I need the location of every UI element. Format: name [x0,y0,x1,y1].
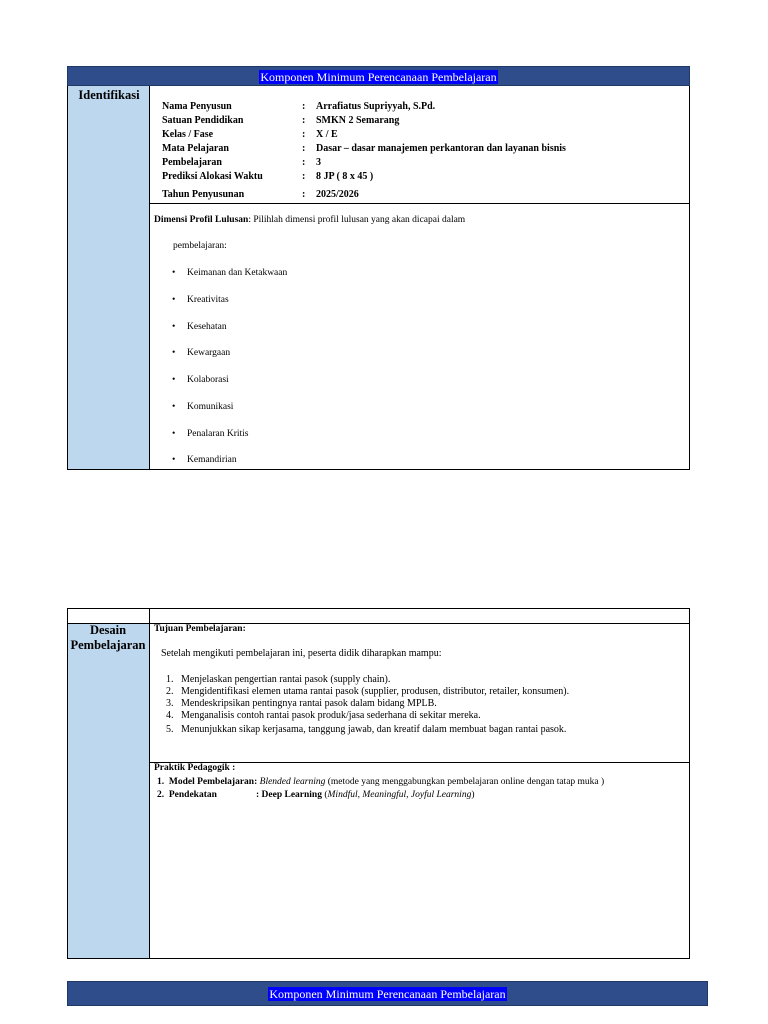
model-pembelajaran: 1. Model Pembelajaran: Blended learning (metode yang menggabungkan pembelajaran online dengan tatap muka ) [157,777,605,787]
praktik-title: Praktik Pedagogik : [154,763,236,773]
desain-top-row [68,609,150,623]
mata-pelajaran-label: Mata Pelajaran [162,143,229,154]
nama-penyusun-colon: : [302,101,306,112]
desain-side-column [68,623,150,958]
tahun-penyusunan-value: 2025/2026 [316,189,359,200]
footer-title: Komponen Minimum Perencanaan Pembelajaran [269,987,506,1001]
kelas-fase-value: X / E [316,129,338,140]
tujuan-title: Tujuan Pembelajaran: [154,624,246,634]
kelas-fase-colon: : [302,129,306,140]
bullet-icon: • [172,348,176,358]
satuan-pendidikan-label: Satuan Pendidikan [162,115,244,126]
dimensi-intro-continued: pembelajaran: [173,241,227,251]
model-label: Model Pembelajaran: [168,777,258,787]
identifikasi-side-column [68,86,150,469]
tujuan-item: 4. Menganalisis contoh rantai pasok produk/jasa sederhana di sekitar mereka. [166,710,481,721]
satuan-pendidikan-colon: : [302,115,306,126]
mata-pelajaran-colon: : [302,143,306,154]
tujuan-item: 2. Mengidentifikasi elemen utama rantai pasok (supplier, produsen, distributor, retailer, konsumen). [166,686,570,697]
bullet-icon: • [172,268,176,278]
pembelajaran-value: 3 [316,157,321,168]
tujuan-item: 1. Menjelaskan pengertian rantai pasok (supply chain). [166,674,391,685]
pendekatan-value: : Deep Learning (Mindful, Meaningful, Joyful Learning) [256,790,475,800]
satuan-pendidikan-value: SMKN 2 Semarang [316,115,400,126]
pendekatan-label: Pendekatan [168,790,217,800]
nama-penyusun-value: Arrafiatus Supriyyah, S.Pd. [316,101,436,112]
bullet-icon: • [172,295,176,305]
tahun-penyusunan-label: Tahun Penyusunan [162,189,245,200]
tujuan-item: 3. Mendeskripsikan pentingnya rantai pasok dalam bidang MPLB. [166,698,437,709]
bullet-icon: • [172,429,176,439]
dimensi-title: Dimensi Profil Lulusan [154,215,249,225]
tahun-penyusunan-colon: : [302,189,306,200]
model-value: (metode yang menggabungkan pembelajaran online dengan tatap muka ) [327,777,605,787]
header-banner [67,66,690,86]
footer-banner [67,981,708,1006]
alokasi-waktu-label: Prediksi Alokasi Waktu [162,171,263,182]
alokasi-waktu-value: 8 JP ( 8 x 45 ) [316,171,374,182]
bullet-icon: • [172,375,176,385]
alokasi-waktu-colon: : [302,171,306,182]
identifikasi-label: Identifikasi [78,88,140,102]
desain-label-line1: Desain [89,623,127,637]
bullet-icon: • [172,455,176,465]
mata-pelajaran-value: Dasar – dasar manajemen perkantoran dan layanan bisnis [316,143,566,154]
tujuan-item: 5. Menunjukkan sikap kerjasama, tanggung jawab, dan kreatif dalam membuat bagan rantai pasok. [166,724,567,735]
dimensi-intro-text: : Pilihlah dimensi profil lulusan yang akan dicapai dalam [248,215,466,225]
tujuan-intro: Setelah mengikuti pembelajaran ini, peserta didik diharapkan mampu: [161,648,442,659]
kelas-fase-label: Kelas / Fase [162,129,214,140]
dimensi-intro [154,215,465,225]
bullet-icon: • [172,322,176,332]
nama-penyusun-label: Nama Penyusun [162,101,232,112]
desain-label-line2: Pembelajaran [70,638,146,652]
header-title: Komponen Minimum Perencanaan Pembelajaran [260,70,497,84]
pembelajaran-label: Pembelajaran [162,157,222,168]
pembelajaran-colon: : [302,157,306,168]
pendekatan: 2. Pendekatan [157,790,217,800]
model-value-italic: Blended learning [259,777,326,787]
pendekatan-italic: Mindful, Meaningful, Joyful Learning [327,790,472,800]
row-divider [150,203,690,204]
bullet-icon: • [172,402,176,412]
